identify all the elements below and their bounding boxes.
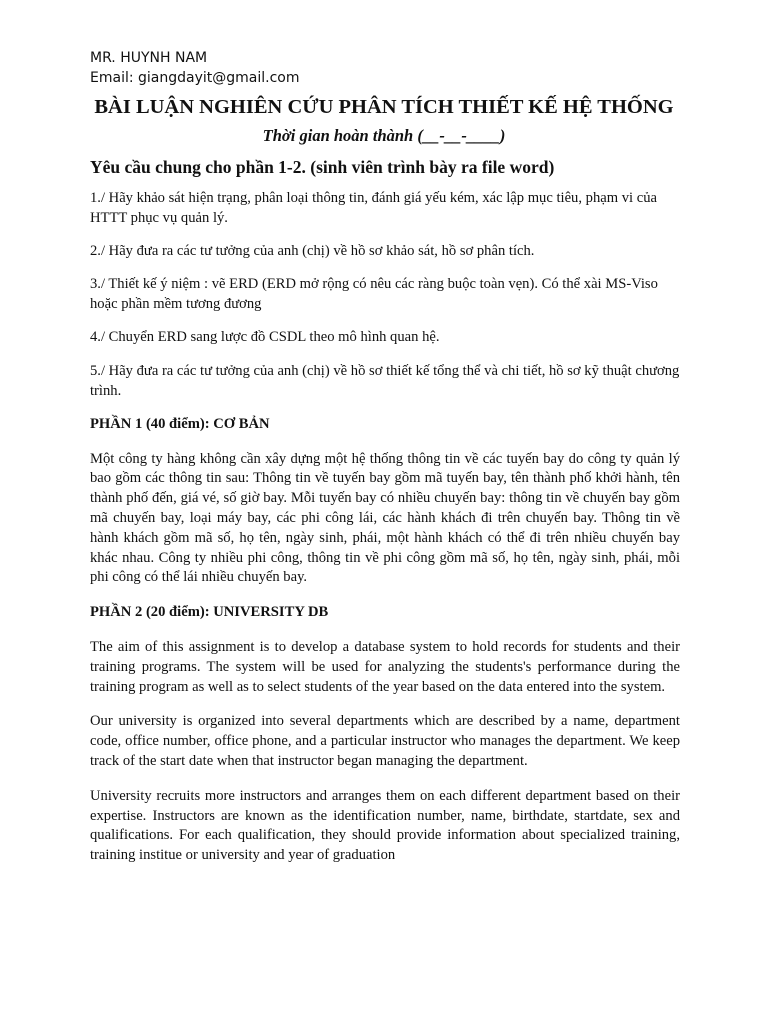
part2-paragraph: University recruits more instructors and arranges them on each different department based on their expertise. Instructors are known as the identification number, name, birthdate, startdate, sex and qualifications. For each qualification, they should provide information about specialized training, training institue or university and year of graduation	[90, 787, 680, 864]
author-name: MR. HUYNH NAM	[90, 50, 208, 66]
part1-paragraph: Một công ty hàng không cần xây dựng một hệ thống thông tin về các tuyến bay do công ty quản lý bao gồm các thông tin sau: Thông tin về tuyến bay gồm mã tuyến bay, tên thành phố khởi hành, tên thành phố đến, giá vé, số giờ bay. Mỗi tuyến bay có nhiều chuyến bay: thông tin về chuyến bay gồm mã chuyến bay, loại máy bay, các phi công lái, các hành khách đi trên chuyến bay. Thông tin về hành khách gồm mã số, họ tên, ngày sinh, phái, một hành khách có thể đi trên nhiều chuyến bay khác nhau. Công ty nhiều phi công, thông tin về phi công gồm mã số, họ tên, ngày sinh, phái, mỗi phi công có thể lái nhiều chuyến bay.	[90, 450, 680, 586]
document-body	[90, 155, 680, 866]
part2-heading: PHẦN 2 (20 điểm): UNIVERSITY DB	[90, 604, 329, 621]
requirement-item: 4./ Chuyển ERD sang lược đồ CSDL theo mô hình quan hệ.	[90, 329, 440, 346]
part1-heading: PHẦN 1 (40 điểm): CƠ BẢN	[90, 415, 270, 432]
requirement-item: 3./ Thiết kế ý niệm : vẽ ERD (ERD mở rộng có nêu các ràng buộc toàn vẹn). Có thể xài MS-Viso hoặc phần mềm tương đương	[90, 276, 658, 313]
author-email: Email: giangdayit@gmail.com	[90, 70, 300, 86]
requirement-item: 2./ Hãy đưa ra các tư tưởng của anh (chị) về hồ sơ khảo sát, hồ sơ phân tích.	[90, 243, 535, 260]
requirements-heading: Yêu cầu chung cho phần 1-2. (sinh viên trình bày ra file word)	[90, 157, 555, 177]
document-header	[90, 48, 300, 88]
document-title: BÀI LUẬN NGHIÊN CỨU PHÂN TÍCH THIẾT KẾ HỆ THỐNG	[94, 96, 674, 118]
requirement-item: 1./ Hãy khảo sát hiện trạng, phân loại thông tin, đánh giá yếu kém, xác lập mục tiêu, phạm vi của HTTT phục vụ quản lý.	[90, 190, 657, 226]
part2-paragraph: Our university is organized into several departments which are described by a name, department code, office number, office phone, and a particular instructor who manages the department. We keep track of the start date when that instructor began managing the department.	[90, 713, 680, 770]
requirement-item: 5./ Hãy đưa ra các tư tưởng của anh (chị) về hồ sơ thiết kế tổng thể và chi tiết, hồ sơ kỹ thuật chương trình.	[90, 362, 680, 399]
part2-paragraph: The aim of this assignment is to develop a database system to hold records for students and their training programs. The system will be used for analyzing the students's performance during the training program as well as to select students of the year based on the data entered into the system.	[90, 639, 680, 695]
document-subtitle: Thời gian hoàn thành (__-__-____)	[262, 126, 506, 145]
